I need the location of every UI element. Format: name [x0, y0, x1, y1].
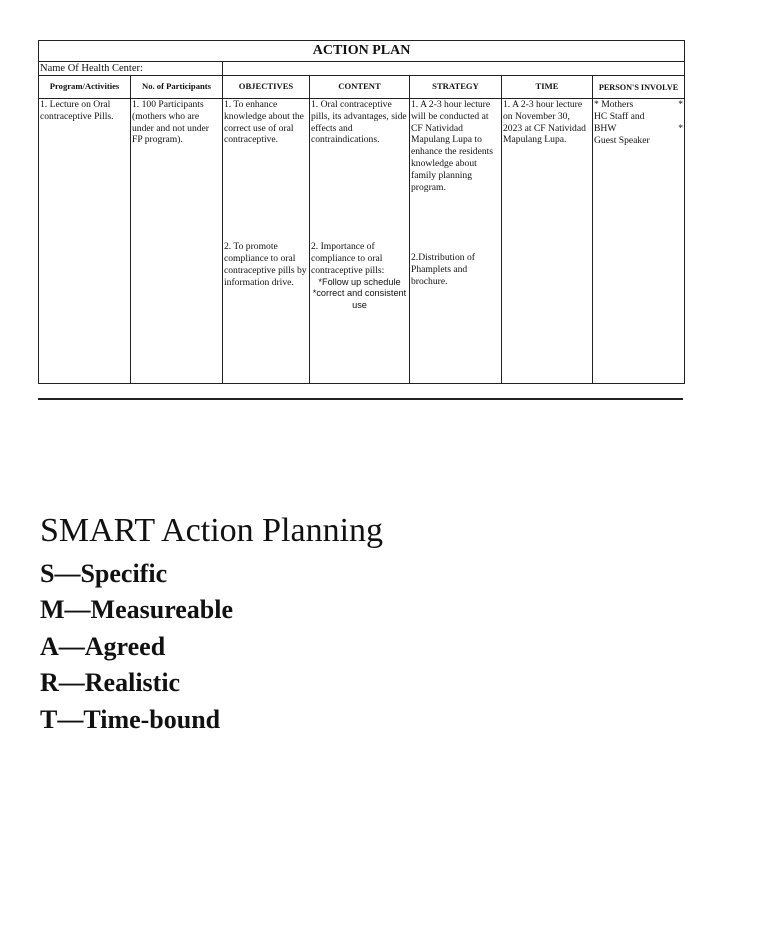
smart-item-time-bound: T—Time-bound: [40, 704, 221, 734]
smart-item-agreed: A—Agreed: [40, 631, 166, 661]
strategy-2: 2.Distribution of Phamplets and brochure.: [411, 252, 475, 287]
objective-2: 2. To promote compliance to oral contraceptive pills by information drive.: [224, 241, 307, 288]
action-plan-table: [38, 40, 685, 384]
health-center-label: Name Of Health Center:: [39, 62, 223, 76]
section-divider: [38, 398, 683, 400]
cell-time: 1. A 2-3 hour lecture on November 30, 2023 at CF Natividad Mapulang Lupa.: [502, 99, 593, 384]
col-header-content: CONTENT: [310, 76, 410, 99]
col-header-program: Program/Activities: [39, 76, 131, 99]
content-1: 1. Oral contraceptive pills, its advantages, side effects and contraindications.: [311, 99, 407, 146]
action-plan-title: ACTION PLAN: [39, 41, 685, 62]
content-2: 2. Importance of compliance to oral contraceptive pills:: [311, 241, 385, 276]
cell-program: 1. Lecture on Oral contraceptive Pills.: [39, 99, 131, 384]
smart-list: [40, 556, 233, 738]
person-1: * Mothers: [594, 99, 634, 110]
person-3: Guest Speaker: [594, 134, 650, 146]
person-mark-2: *: [678, 122, 684, 134]
cell-content: [310, 99, 410, 384]
col-header-objectives: OBJECTIVES: [223, 76, 310, 99]
content-2-detail: *Follow up schedule *correct and consistent use: [312, 276, 407, 311]
cell-participants: 1. 100 Participants (mothers who are under and not under FP program).: [131, 99, 223, 384]
cell-objectives: [223, 99, 310, 384]
objective-1: 1. To enhance knowledge about the correct use of oral contraceptive.: [224, 99, 304, 146]
health-center-value: [223, 62, 685, 76]
smart-item-specific: S—Specific: [40, 559, 168, 588]
col-header-persons: PERSON'S INVOLVE: [593, 76, 685, 99]
smart-item-realistic: R—Realistic: [40, 668, 181, 698]
person-mark-1: *: [678, 99, 684, 110]
col-header-participants: No. of Participants: [131, 76, 223, 99]
col-header-time: TIME: [502, 76, 593, 99]
smart-title: SMART Action Planning: [40, 512, 384, 549]
smart-item-measureable: M—Measureable: [40, 595, 234, 625]
strategy-1: 1. A 2-3 hour lecture will be conducted at CF Natividad Mapulang Lupa to enhance the residents knowledge about family planning program.: [411, 99, 494, 193]
cell-strategy: [410, 99, 502, 384]
col-header-strategy: STRATEGY: [410, 76, 502, 99]
person-2: HC Staff and BHW: [594, 110, 645, 134]
cell-persons: [593, 99, 685, 384]
